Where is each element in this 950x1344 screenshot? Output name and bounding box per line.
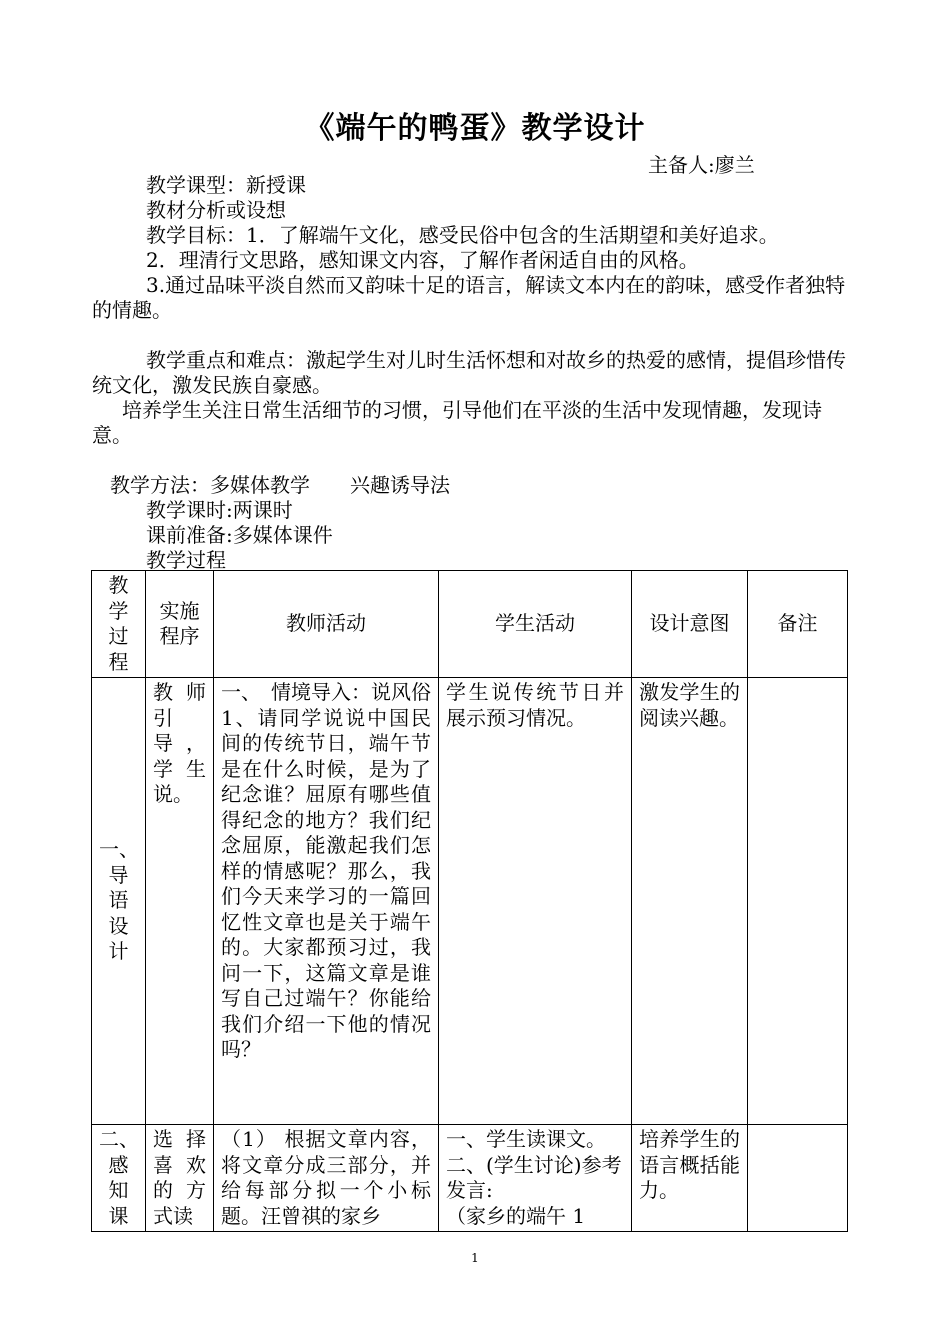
header-student-activity: 学生活动 <box>439 571 632 678</box>
row-stage: 一、 导 语 设 计 <box>92 678 146 1125</box>
author-line: 主备人:廖兰 <box>648 153 755 177</box>
lesson-type: 教学课型：新授课 <box>146 173 306 197</box>
table-header-row <box>92 571 848 678</box>
header-program: 实施 程序 <box>146 571 214 678</box>
row-student-activity: 学生说传统节日并展示预习情况。 <box>439 678 632 1125</box>
row-remark <box>748 1125 848 1232</box>
process-label: 教学过程 <box>146 548 226 572</box>
row-design-intent: 培养学生的语言概括能力。 <box>632 1125 748 1232</box>
header-teacher-activity: 教师活动 <box>214 571 439 678</box>
teaching-hours: 教学课时:两课时 <box>146 498 293 522</box>
page-number: 1 <box>471 1251 479 1265</box>
process-table <box>91 570 848 1232</box>
lesson-preparation: 课前准备:多媒体课件 <box>146 523 333 547</box>
row-teacher-activity: 一、 情境导入：说风俗 1、请同学说说中国民间的传统节日，端午节是在什么时候，是为了纪念谁？屈原有哪些值得纪念的地方？我们纪念屈原，能激起我们怎样的情感呢？那么，我们今天来学习的一篇回忆性文章也是关于端午的。大家都预习过，我问一下，这篇文章是谁写自己过端午？你能给我们介绍一下他的情况吗？ <box>214 678 439 1125</box>
page-title: 《端午的鸭蛋》教学设计 <box>304 111 646 146</box>
row-stage: 二、 感 知 课 <box>92 1125 146 1232</box>
teaching-goal-2: 2．理清行文思路，感知课文内容，了解作者闲适自由的风格。 <box>146 248 699 272</box>
teaching-method: 教学方法：多媒体教学 兴趣诱导法 <box>110 473 450 497</box>
row-program: 教师引导，学生说。 <box>146 678 214 1125</box>
teaching-goal-3: 3.通过品味平淡自然而又韵味十足的语言，解读文本内在的韵味，感受作者独特的情趣。 <box>92 273 846 322</box>
row-remark <box>748 678 848 1125</box>
table-row <box>92 1125 848 1232</box>
row-student-activity: 一、学生读课文。 二、(学生讨论)参考发言: （家乡的端午 1 <box>439 1125 632 1232</box>
material-analysis: 教材分析或设想 <box>146 198 286 222</box>
teaching-goal-1: 教学目标：1．了解端午文化，感受民俗中包含的生活期望和美好追求。 <box>146 223 779 247</box>
header-stage: 教 学 过 程 <box>92 571 146 678</box>
table-row <box>92 678 848 1125</box>
row-design-intent: 激发学生的阅读兴趣。 <box>632 678 748 1125</box>
key-points: 教学重点和难点：激起学生对儿时生活怀想和对故乡的热爱的感情，提倡珍惜传统文化，激发民族自豪感。 <box>92 348 846 397</box>
lesson-info <box>92 173 854 573</box>
row-teacher-activity: （1） 根据文章内容，将文章分成三部分，并给每部分拟一个小标题。汪曾祺的家乡 <box>214 1125 439 1232</box>
habit-goal: 培养学生关注日常生活细节的习惯，引导他们在平淡的生活中发现情趣，发现诗意。 <box>92 398 822 447</box>
header-design-intent: 设计意图 <box>632 571 748 678</box>
row-program: 选择喜欢的方式读 <box>146 1125 214 1232</box>
header-remark: 备注 <box>748 571 848 678</box>
